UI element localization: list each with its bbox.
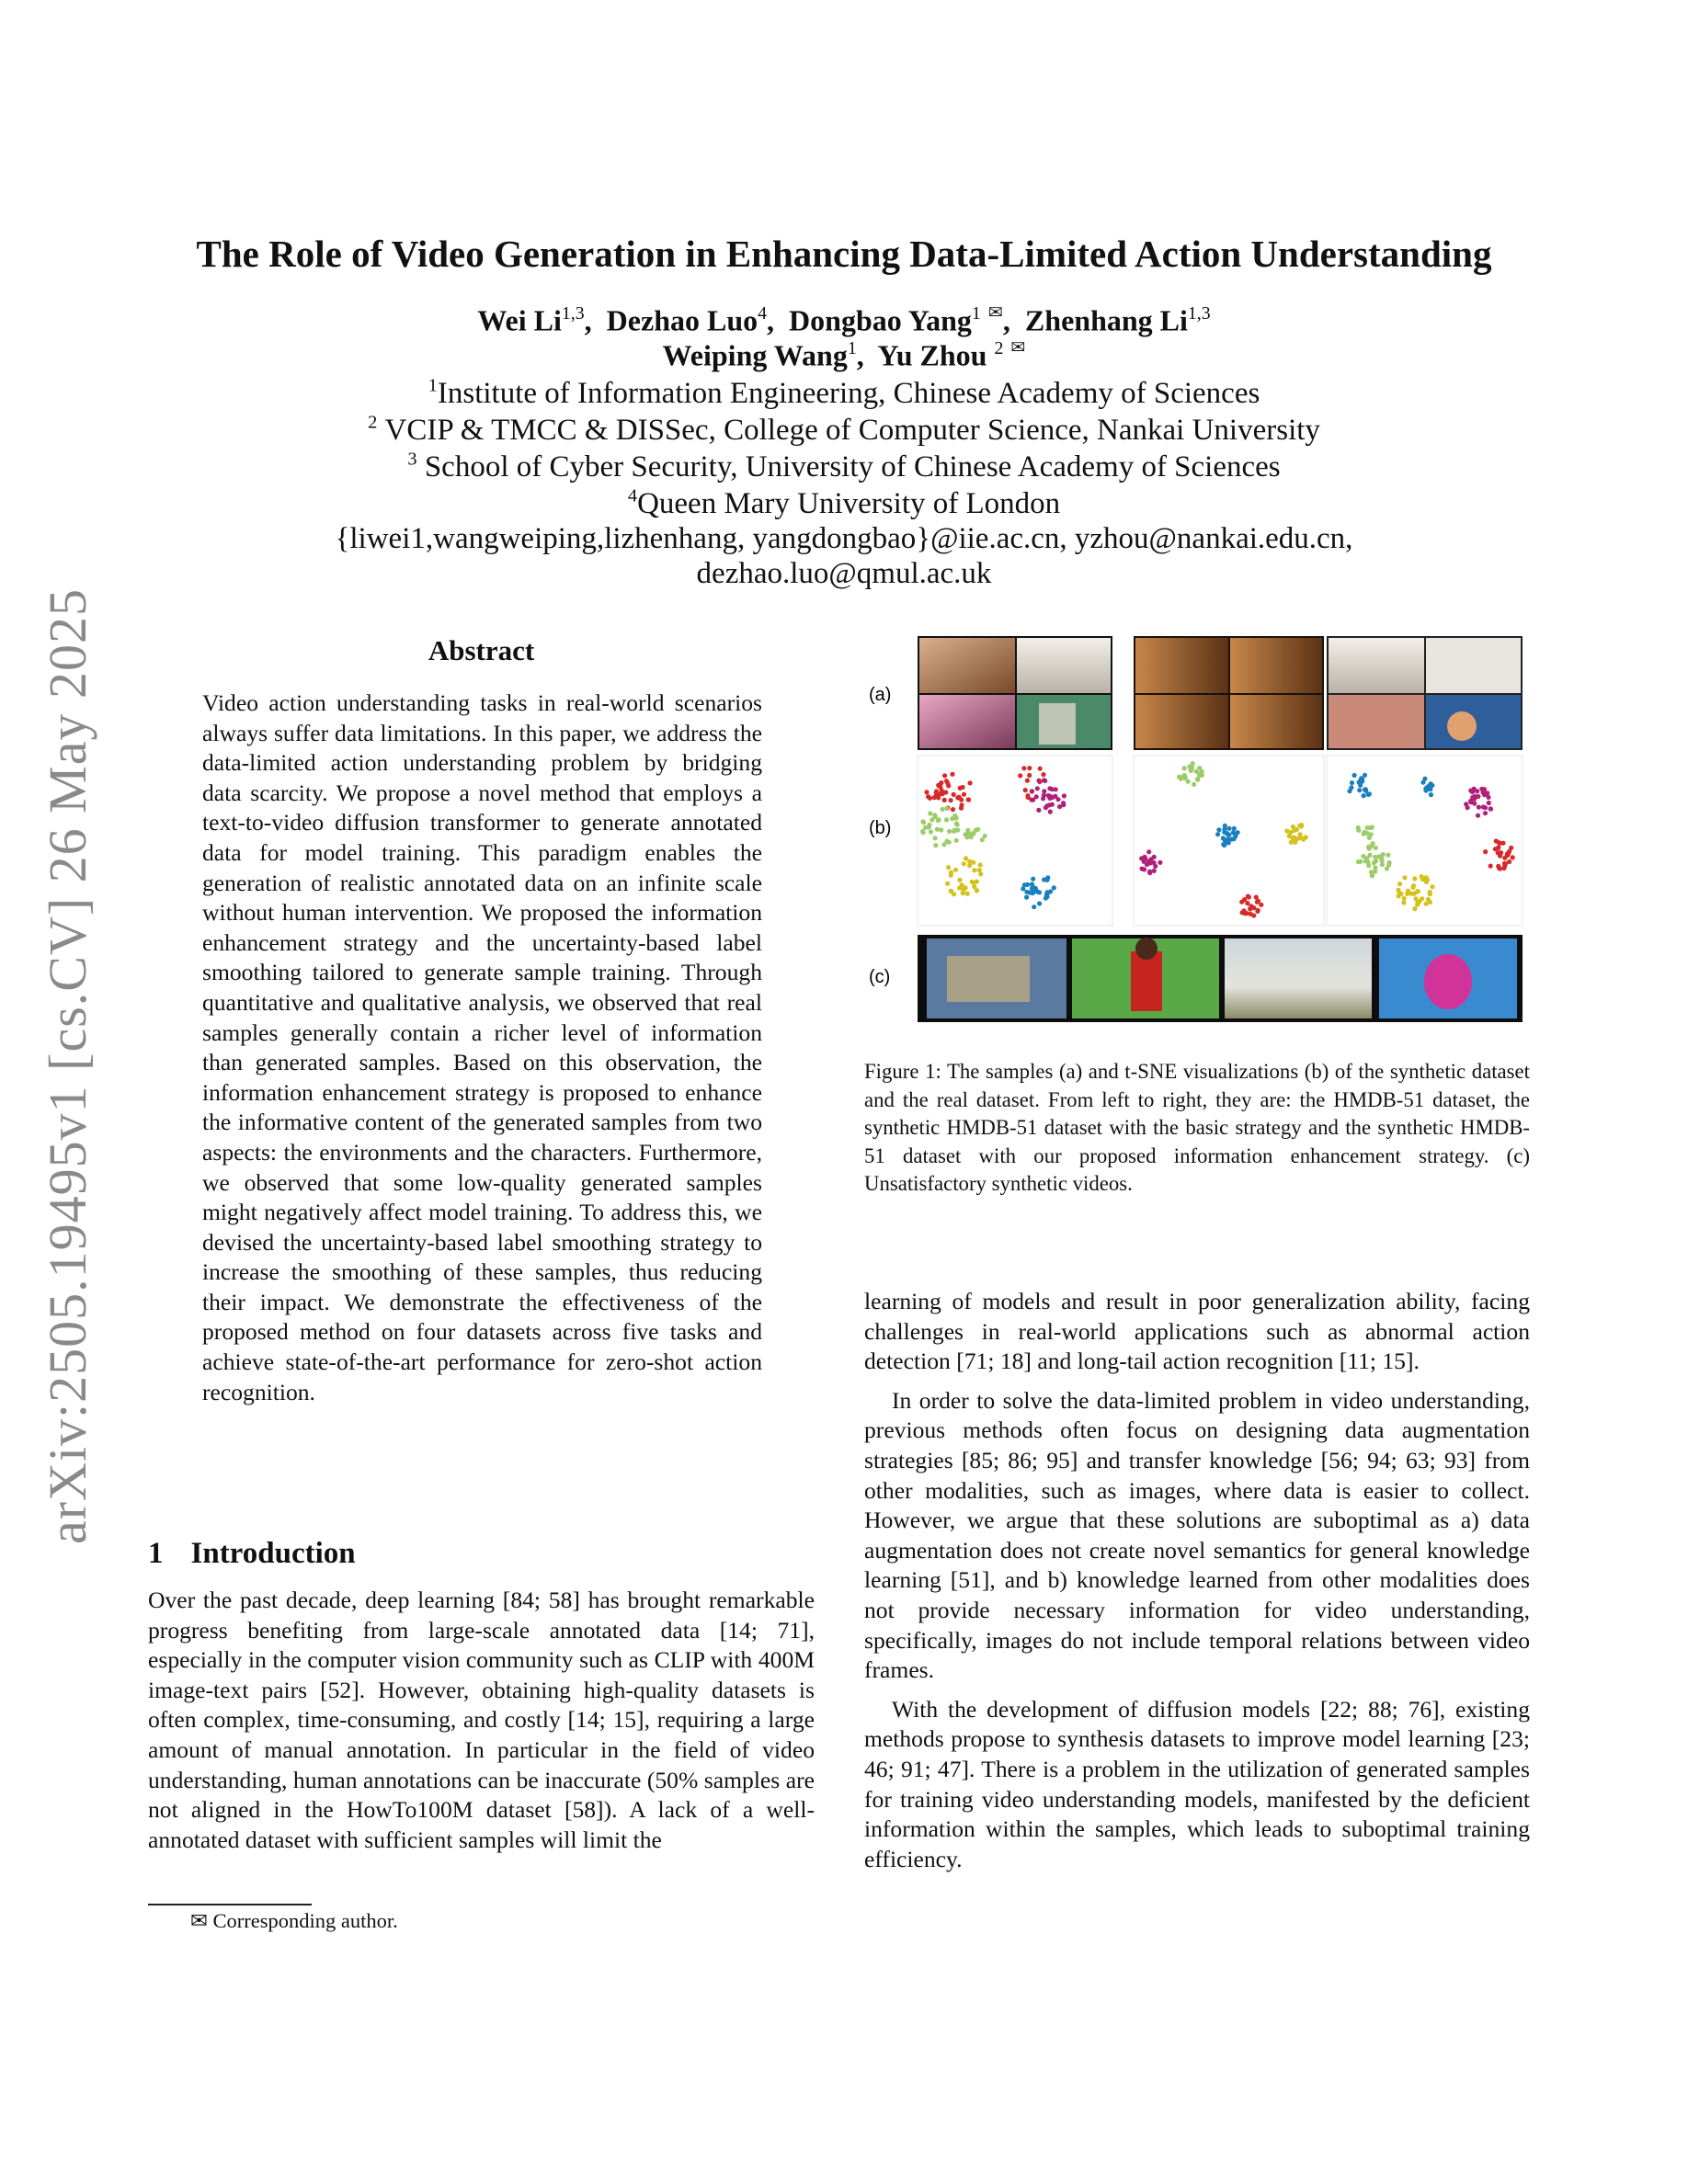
tsne-point	[1381, 852, 1386, 857]
affiliation-2: $^2$ VCIP & TMCC & DISSec, College of Computer Science, Nankai University	[368, 412, 1320, 447]
tsne-point	[952, 892, 956, 896]
tsne-point	[1365, 825, 1370, 830]
tsne-point	[1024, 890, 1029, 894]
tsne-point	[1037, 890, 1042, 894]
tsne-point	[964, 885, 968, 890]
tsne-point	[952, 827, 957, 832]
email-line-1: {liwei1,wangweiping,lizhenhang, yangdongbao}@iie.ac.cn, yzhou@nankai.edu.cn,	[335, 522, 1353, 555]
tsne-point	[1363, 787, 1367, 791]
tsne-point	[937, 783, 941, 788]
real-samples-grid	[918, 636, 1112, 750]
tsne-point	[975, 880, 979, 884]
tsne-point	[1025, 779, 1030, 783]
tsne-point	[1402, 896, 1407, 901]
author-name: Zhenhang Li	[1024, 303, 1188, 337]
tsne-point	[1464, 802, 1468, 806]
tsne-point	[1041, 796, 1045, 801]
tsne-point	[930, 817, 934, 822]
tsne-point	[1475, 789, 1479, 793]
tsne-point	[1488, 864, 1493, 869]
tsne-point	[1424, 880, 1429, 884]
tsne-point	[957, 878, 962, 882]
tsne-point	[1293, 840, 1297, 845]
author-name: Dongbao Yang	[789, 303, 972, 337]
tsne-point	[1232, 826, 1237, 831]
envelope-icon: ✉	[1010, 338, 1026, 358]
tsne-point	[1416, 889, 1420, 893]
section-heading	[148, 1537, 356, 1571]
tsne-point	[1055, 797, 1060, 802]
tsne-point	[964, 856, 968, 860]
synthetic-enhanced-samples-grid	[1327, 636, 1523, 750]
tsne-point	[1477, 805, 1481, 810]
tsne-point	[1488, 807, 1493, 812]
tsne-point	[927, 825, 931, 829]
tsne-point	[1415, 903, 1420, 907]
tsne-point	[1032, 886, 1036, 891]
tsne-point	[942, 798, 947, 802]
author-line-2: Weiping Wang$^1$, Yu Zhou $^2$ ✉	[662, 338, 1026, 372]
tsne-point	[1239, 900, 1244, 904]
tsne-point	[1024, 895, 1029, 900]
arxiv-identifier: arXiv:2505.19495v1 [cs.CV] 26 May 2025	[38, 587, 97, 1544]
tsne-point	[1366, 845, 1371, 849]
author-name: Weiping Wang	[662, 338, 848, 372]
tsne-point	[920, 819, 925, 824]
tsne-point	[1476, 813, 1480, 818]
tsne-point	[1259, 903, 1263, 907]
tsne-point	[1412, 906, 1417, 911]
tsne-point	[946, 865, 951, 870]
tsne-point	[1044, 894, 1049, 899]
tsne-point	[1352, 773, 1357, 778]
tsne-point	[941, 807, 945, 812]
tsne-point	[1364, 831, 1369, 836]
tsne-point	[1038, 767, 1043, 771]
tsne-point	[1498, 854, 1502, 859]
tsne-point	[965, 892, 970, 896]
tsne-point	[1509, 846, 1513, 850]
tsne-point	[959, 802, 964, 807]
tsne-point	[1487, 801, 1491, 805]
tsne-point	[1021, 766, 1026, 770]
tsne-point	[972, 868, 976, 872]
tsne-point	[1470, 790, 1475, 794]
tsne-point	[1358, 783, 1363, 788]
tsne-point	[1364, 856, 1369, 860]
paper-title: The Role of Video Generation in Enhancing Data-Limited Action Understanding	[196, 233, 1492, 275]
tsne-point	[967, 863, 972, 868]
tsne-point	[961, 891, 965, 895]
tsne-point	[1050, 802, 1055, 807]
tsne-point	[1370, 825, 1374, 829]
tsne-point	[1042, 789, 1046, 793]
tsne-point	[1511, 855, 1515, 859]
synthetic-basic-samples-grid	[1134, 636, 1324, 750]
tsne-point	[1429, 792, 1433, 797]
tsne-point	[1048, 810, 1053, 814]
tsne-point	[1142, 855, 1146, 859]
tsne-point	[1385, 866, 1389, 870]
section-title: Introduction	[190, 1537, 356, 1570]
tsne-point	[949, 798, 953, 802]
tsne-point	[1424, 785, 1429, 790]
tsne-point	[945, 882, 950, 886]
tsne-point	[1023, 788, 1028, 792]
intro-left-text: Over the past decade, deep learning [84; 58] has brought remarkable progress benefiting from large-scale annotated data [14; 71], especially in the computer vision community such as CLIP with 400M image-text pairs [52]. However, obtaining high-quality datasets is often complex, time-consuming, and costly [14; 15], requiring a large amount of manual annotation. In particular in the field of video understanding, human annotations can be inaccurate (50% samples are not aligned in the HowTo100M dataset [58]). A lack of a well-annotated dataset with sufficient samples will limit the	[148, 1587, 815, 1853]
tsne-point	[929, 829, 933, 834]
tsne-point	[1386, 853, 1390, 858]
tsne-point	[1047, 786, 1052, 791]
tsne-point	[1373, 865, 1377, 870]
intro-paragraph: learning of models and result in poor generalization ability, facing challenges in real-world applications such as abnormal action detection [71; 18] and long-tail action recognition [11; 15].	[864, 1288, 1530, 1375]
tsne-point	[1359, 776, 1363, 780]
tsne-point	[1037, 901, 1042, 905]
tsne-point	[954, 821, 959, 825]
tsne-point	[1248, 906, 1252, 911]
intro-paragraph: In order to solve the data-limited problem in video understanding, previous methods often focus on designing data augmentation strategies [85; 86; 95] and transfer knowledge [56; 94; 63; 93] from other modalities, such as images, where data is easier to collect. However, we argue that these solutions are suboptimal as a) data augmentation does not create novel semantics for general knowledge learning [51], and b) knowledge learned from other modalities does not provide necessary information for video understanding, specifically, images do not include temporal relations between video frames.	[864, 1386, 1530, 1684]
tsne-point	[1142, 867, 1146, 871]
tsne-point	[1429, 781, 1433, 786]
tsne-point	[1497, 840, 1501, 845]
tsne-point	[1497, 865, 1501, 870]
tsne-point	[1052, 885, 1056, 890]
tsne-point	[933, 843, 938, 847]
tsne-point	[1158, 860, 1162, 865]
tsne-point	[1401, 900, 1406, 904]
tsne-point	[954, 838, 959, 843]
tsne-point	[1057, 804, 1062, 809]
tsne-point	[935, 827, 940, 832]
tsne-point	[1146, 849, 1151, 854]
tsne-point	[1362, 793, 1366, 798]
tsne-point	[1430, 884, 1434, 889]
tsne-point	[978, 862, 983, 867]
tsne-point	[968, 780, 973, 785]
tsne-point	[1031, 798, 1035, 802]
tsne-point	[1223, 838, 1227, 843]
figure-caption: Figure 1: The samples (a) and t-SNE visualizations (b) of the synthetic dataset and the real dataset. From left to right, they are: the HMDB-51 dataset, the synthetic HMDB-51 dataset with the basic strategy and the synthetic HMDB-51 dataset with our proposed information enhancement strategy. (c) Unsatisfactory synthetic videos.	[864, 1060, 1530, 1195]
tsne-point	[1147, 870, 1152, 874]
tsne-point	[965, 828, 970, 833]
author-line-1: Wei Li$^{1,3}$, Dezhao Luo$^4$, Dongbao Yang$^1$ ✉, Zhenhang Li$^{1,3}$	[477, 303, 1211, 337]
tsne-point	[1483, 811, 1488, 815]
tsne-point	[1030, 789, 1034, 793]
tsne-point	[955, 795, 960, 800]
tsne-point	[1402, 875, 1407, 880]
tsne-point	[962, 792, 966, 797]
tsne-point	[1192, 782, 1196, 787]
tsne-point	[920, 829, 925, 834]
tsne-point	[1410, 885, 1415, 890]
tsne-point	[1397, 882, 1402, 886]
intro-paragraph: With the development of diffusion models [22; 88; 76], existing methods propose to synthesis datasets to improve model learning [23; 46; 91; 47]. There is a problem in the utilization of generated samples for training video understanding models, manifested by the deficient information within the samples, which leads to suboptimal training efficiency.	[864, 1695, 1530, 1872]
tsne-point	[1031, 877, 1035, 882]
figure-1	[864, 634, 1530, 1029]
tsne-point	[1347, 789, 1352, 793]
affiliation-3: $^3$ School of Cyber Security, University of Chinese Academy of Sciences	[407, 449, 1281, 483]
tsne-point	[950, 772, 954, 777]
footnote-rule	[148, 1904, 312, 1905]
tsne-point	[1356, 859, 1361, 864]
tsne-point	[1255, 909, 1260, 914]
tsne-point	[947, 840, 952, 845]
panel-label-c: (c)	[869, 967, 891, 987]
tsne-point	[936, 817, 941, 822]
tsne-point	[1405, 892, 1409, 896]
tsne-point	[1216, 827, 1221, 832]
tsne-point	[1215, 832, 1220, 836]
tsne-point	[1222, 827, 1226, 832]
tsne-point	[1240, 910, 1245, 915]
tsne-point	[1482, 791, 1487, 795]
tsne-point	[1236, 830, 1240, 835]
tsne-point	[966, 798, 971, 802]
tsne-point	[971, 860, 975, 865]
intro-right-column	[864, 1287, 1530, 1874]
tsne-point	[1367, 836, 1372, 840]
tsne-point	[926, 794, 930, 799]
tsne-point	[963, 832, 967, 836]
tsne-point	[1256, 899, 1260, 904]
tsne-point	[974, 828, 978, 833]
tsne-point	[1473, 794, 1477, 799]
tsne-point	[951, 807, 955, 812]
author-name: Wei Li	[477, 303, 562, 337]
tsne-point	[1357, 788, 1362, 792]
tsne-point	[978, 871, 983, 876]
author-name: Dezhao Luo	[606, 303, 758, 337]
tsne-point	[1251, 913, 1256, 917]
tsne-point	[960, 785, 964, 790]
tsne-point	[1044, 803, 1049, 808]
tsne-point	[1221, 842, 1226, 847]
tsne-point	[1370, 873, 1374, 878]
panel-label-a: (a)	[869, 685, 892, 705]
tsne-point	[1483, 849, 1488, 854]
affiliation-1: $^1$Institute of Information Engineering, Chinese Academy of Sciences	[428, 375, 1260, 410]
tsne-point	[1226, 832, 1230, 836]
tsne-point	[939, 827, 943, 832]
tsne-point	[1412, 876, 1417, 881]
tsne-point	[970, 880, 975, 884]
tsne-point	[1027, 773, 1032, 778]
tsne-point	[1350, 780, 1354, 785]
section-number: 1	[148, 1537, 164, 1570]
tsne-point	[1356, 825, 1361, 830]
tsne-point	[944, 817, 949, 822]
tsne-point	[1247, 894, 1251, 899]
tsne-point	[1231, 830, 1236, 835]
tsne-point	[1468, 800, 1473, 804]
tsne-point	[1496, 846, 1500, 850]
affiliation-4: $^4$Queen Mary University of London	[627, 485, 1061, 520]
tsne-point	[1424, 902, 1429, 906]
tsne-point	[1226, 826, 1231, 831]
tsne-point	[928, 811, 932, 815]
tsne-point	[924, 790, 929, 794]
tsne-point	[947, 829, 952, 834]
tsne-point	[943, 790, 948, 794]
tsne-point	[1500, 841, 1505, 846]
tsne-point	[1428, 890, 1432, 894]
tsne-point	[962, 861, 966, 866]
tsne-point	[1044, 878, 1049, 882]
tsne-point	[1062, 793, 1066, 798]
tsne-point	[953, 868, 958, 872]
tsne-point	[1197, 766, 1202, 770]
tsne-point	[1373, 855, 1377, 859]
tsne-point	[1021, 886, 1025, 891]
tsne-point	[1152, 860, 1157, 865]
tsne-point	[1036, 808, 1041, 813]
tsne-point	[969, 835, 974, 839]
tsne-point	[980, 837, 985, 842]
tsne-point	[941, 842, 946, 847]
tsne-point	[1035, 786, 1040, 791]
tsne-point	[1420, 874, 1424, 879]
tsne-point	[1413, 896, 1418, 901]
tsne-point	[1152, 869, 1157, 873]
email-line-2: dezhao.luo@qmul.ac.uk	[696, 557, 992, 590]
tsne-point	[1301, 837, 1306, 842]
tsne-point	[949, 873, 953, 878]
panel-label-b: (b)	[869, 818, 892, 838]
tsne-point	[1061, 801, 1066, 805]
tsne-point	[1503, 861, 1508, 866]
unsatisfactory-video-strip	[918, 935, 1523, 1022]
tsne-point	[972, 884, 976, 889]
tsne-point	[1380, 859, 1385, 863]
tsne-point	[936, 791, 941, 796]
tsne-point	[1018, 773, 1022, 778]
footnote: ✉ Corresponding author.	[190, 1909, 398, 1932]
tsne-point	[1186, 779, 1191, 784]
abstract-text: Video action understanding tasks in real-world scenarios always suffer data limitations. In this paper, we address the data-limited action understanding problem by bridging data scarcity. We propose a novel method that employs a text-to-video diffusion transformer to generate annotated data for model training. This paradigm enables the generation of realistic annotated data on an infinite scale without human intervention. We proposed the information enhancement strategy and the uncertainty-based label smoothing tailored to generate sample training. Through quantitative and qualitative analysis, we observed that real samples generally contain a richer level of information than generated samples. Based on this observation, the information enhancement strategy is proposed to enhance the informative content of the generated samples from two aspects: the environments and the characters. Furthermore, we observed that some low-quality generated samples might negatively affect model training. To address this, we devised the uncertainty-based label smoothing strategy to increase the smoothing of these samples, thus reducing their impact. We demonstrate the effectiveness of the proposed method on four datasets across five tasks and achieve state-of-the-art performance for zero-shot action recognition.	[202, 689, 762, 1405]
tsne-point	[1420, 780, 1425, 785]
author-name: Yu Zhou	[877, 338, 987, 372]
tsne-point	[1179, 777, 1183, 781]
tsne-point	[1486, 795, 1490, 800]
tsne-point	[1292, 836, 1296, 840]
tsne-point	[1043, 779, 1047, 783]
tsne-point	[1182, 766, 1187, 770]
abstract-heading: Abstract	[428, 634, 535, 666]
tsne-point	[1397, 893, 1401, 898]
tsne-point	[952, 815, 957, 820]
tsne-point	[952, 792, 956, 797]
tsne-point	[1041, 772, 1045, 777]
tsne-point	[1372, 860, 1376, 865]
tsne-point	[1293, 828, 1297, 833]
tsne-point	[1299, 825, 1304, 829]
tsne-point	[1027, 766, 1032, 770]
tsne-point	[1032, 904, 1036, 909]
tsne-point	[944, 779, 949, 783]
tsne-point	[1050, 795, 1055, 800]
tsne-point	[1483, 805, 1488, 810]
tsne-point	[933, 836, 938, 840]
tsne-point	[1036, 779, 1041, 783]
tsne-point	[942, 773, 947, 778]
tsne-point	[1146, 859, 1151, 864]
tsne-point	[957, 885, 962, 890]
tsne-point	[944, 806, 949, 811]
tsne-point	[1424, 875, 1429, 880]
envelope-icon: ✉	[987, 303, 1003, 323]
tsne-point	[1420, 896, 1424, 901]
tsne-point	[1374, 846, 1378, 850]
tsne-point	[1189, 768, 1193, 772]
